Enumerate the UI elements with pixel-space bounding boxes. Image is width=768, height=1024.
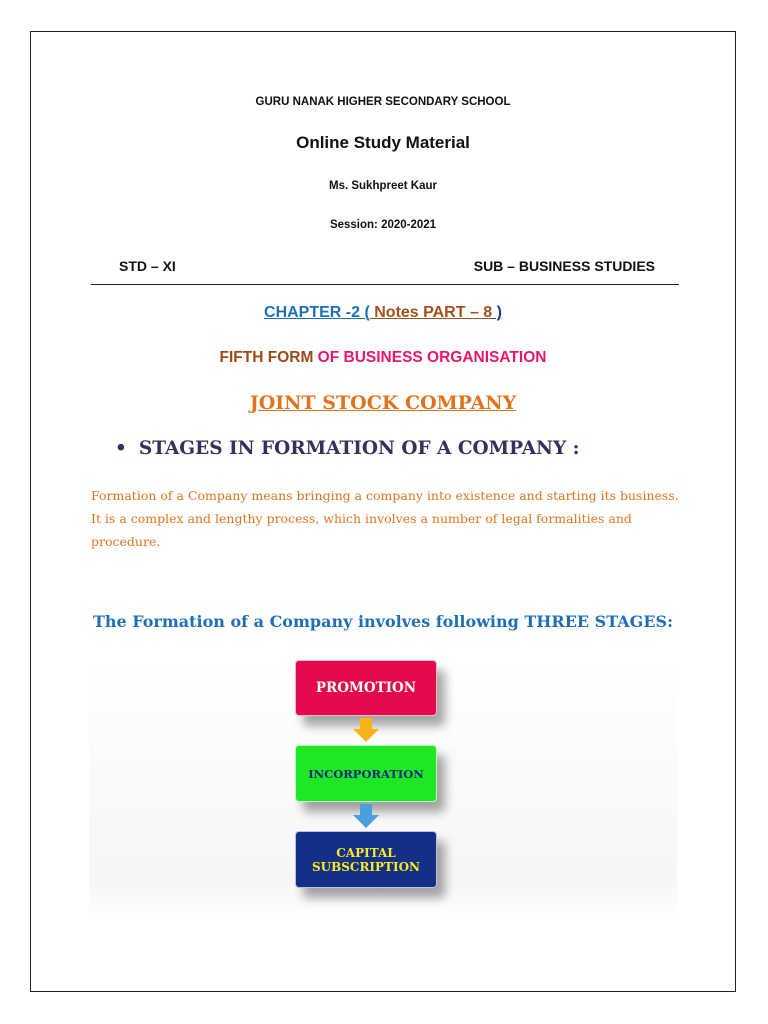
stage-capital-subscription-label	[312, 846, 420, 874]
stage-incorporation-box	[295, 745, 437, 802]
stages-heading-text: STAGES IN FORMATION OF A COMPANY :	[138, 438, 580, 459]
stages-diagram	[89, 658, 677, 920]
school-name: GURU NANAK HIGHER SECONDARY SCHOOL	[255, 96, 511, 108]
stage-capital-line1: CAPITAL	[336, 845, 396, 860]
subject-label: SUB – BUSINESS STUDIES	[473, 258, 655, 274]
chapter-notes-part: Notes PART – 8	[369, 304, 493, 321]
form-heading	[31, 349, 735, 367]
chapter-heading	[31, 304, 735, 322]
stages-heading	[115, 438, 579, 459]
arrow-down-icon	[353, 718, 379, 742]
material-title: Online Study Material	[296, 133, 470, 152]
chapter-number: CHAPTER -2 (	[264, 304, 370, 321]
chapter-close-paren: )	[492, 304, 502, 321]
std-label: STD – XI	[119, 258, 176, 274]
topic-title: JOINT STOCK COMPANY	[249, 392, 517, 414]
formation-paragraph: Formation of a Company means bringing a company into existence and starting its business. It is a complex and lengthy process, which involves a number of legal formalities and procedure.	[91, 488, 679, 549]
document-page	[30, 31, 736, 992]
stage-capital-line2: SUBSCRIPTION	[311, 859, 421, 874]
form-heading-part2: OF BUSINESS ORGANISATION	[317, 349, 547, 366]
stage-capital-subscription-box	[295, 831, 437, 888]
stages-intro: The Formation of a Company involves following THREE STAGES:	[92, 612, 673, 631]
stage-promotion-label: PROMOTION	[315, 680, 417, 696]
session-label: Session: 2020-2021	[329, 219, 437, 231]
class-subject-row	[91, 258, 679, 285]
teacher-name: Ms. Sukhpreet Kaur	[329, 180, 437, 192]
stage-promotion-box	[295, 660, 437, 716]
form-heading-part1: FIFTH FORM	[219, 349, 318, 366]
bullet-icon: •	[115, 438, 127, 459]
stage-incorporation-label: INCORPORATION	[308, 766, 424, 781]
arrow-down-icon	[353, 804, 379, 828]
